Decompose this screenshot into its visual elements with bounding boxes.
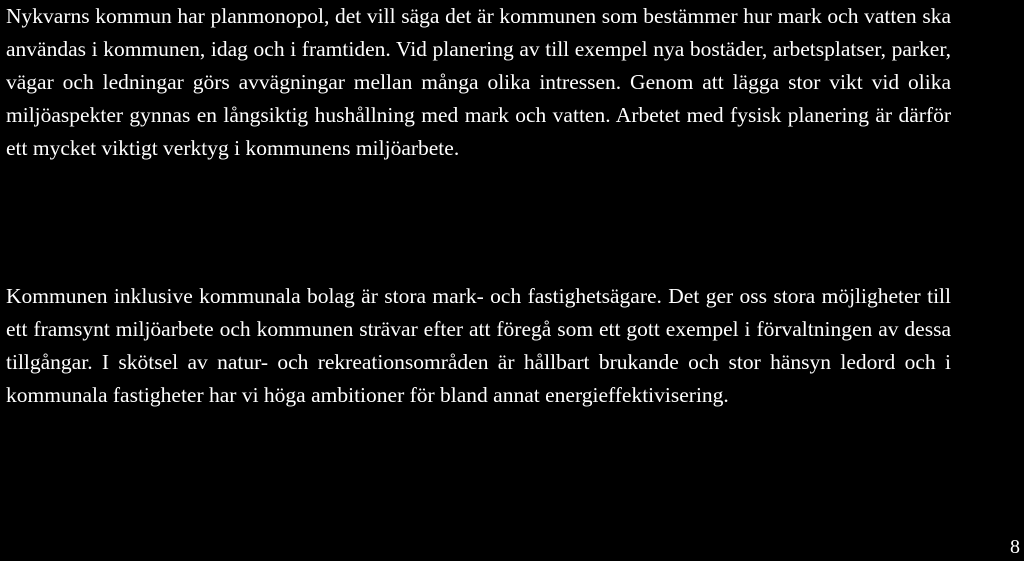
page-number: 8: [1010, 536, 1020, 558]
body-paragraph-planning: Nykvarns kommun har planmonopol, det vill säga det är kommunen som bestämmer hur mark och vatten ska användas i kommunen, idag och i framtiden. Vid planering av till exempel nya bostäder, arbetsplatser, parker, vägar och ledningar görs avvägningar mellan många olika intressen. Genom att lägga stor vikt vid olika miljöaspekter gynnas en långsiktig hushållning med mark och vatten. Arbetet med fysisk planering är därför ett mycket viktigt verktyg i kommunens miljöarbete.: [6, 4, 951, 160]
body-paragraph-property: Kommunen inklusive kommunala bolag är stora mark- och fastighetsägare. Det ger oss stora möjligheter till ett framsynt miljöarbete och kommunen strävar efter att föregå som ett gott exempel i förvaltningen av dessa tillgångar. I skötsel av natur- och rekreationsområden är hållbart brukande och stor hänsyn ledord och i kommunala fastigheter har vi höga ambitioner för bland annat energieffektivisering.: [6, 284, 951, 407]
